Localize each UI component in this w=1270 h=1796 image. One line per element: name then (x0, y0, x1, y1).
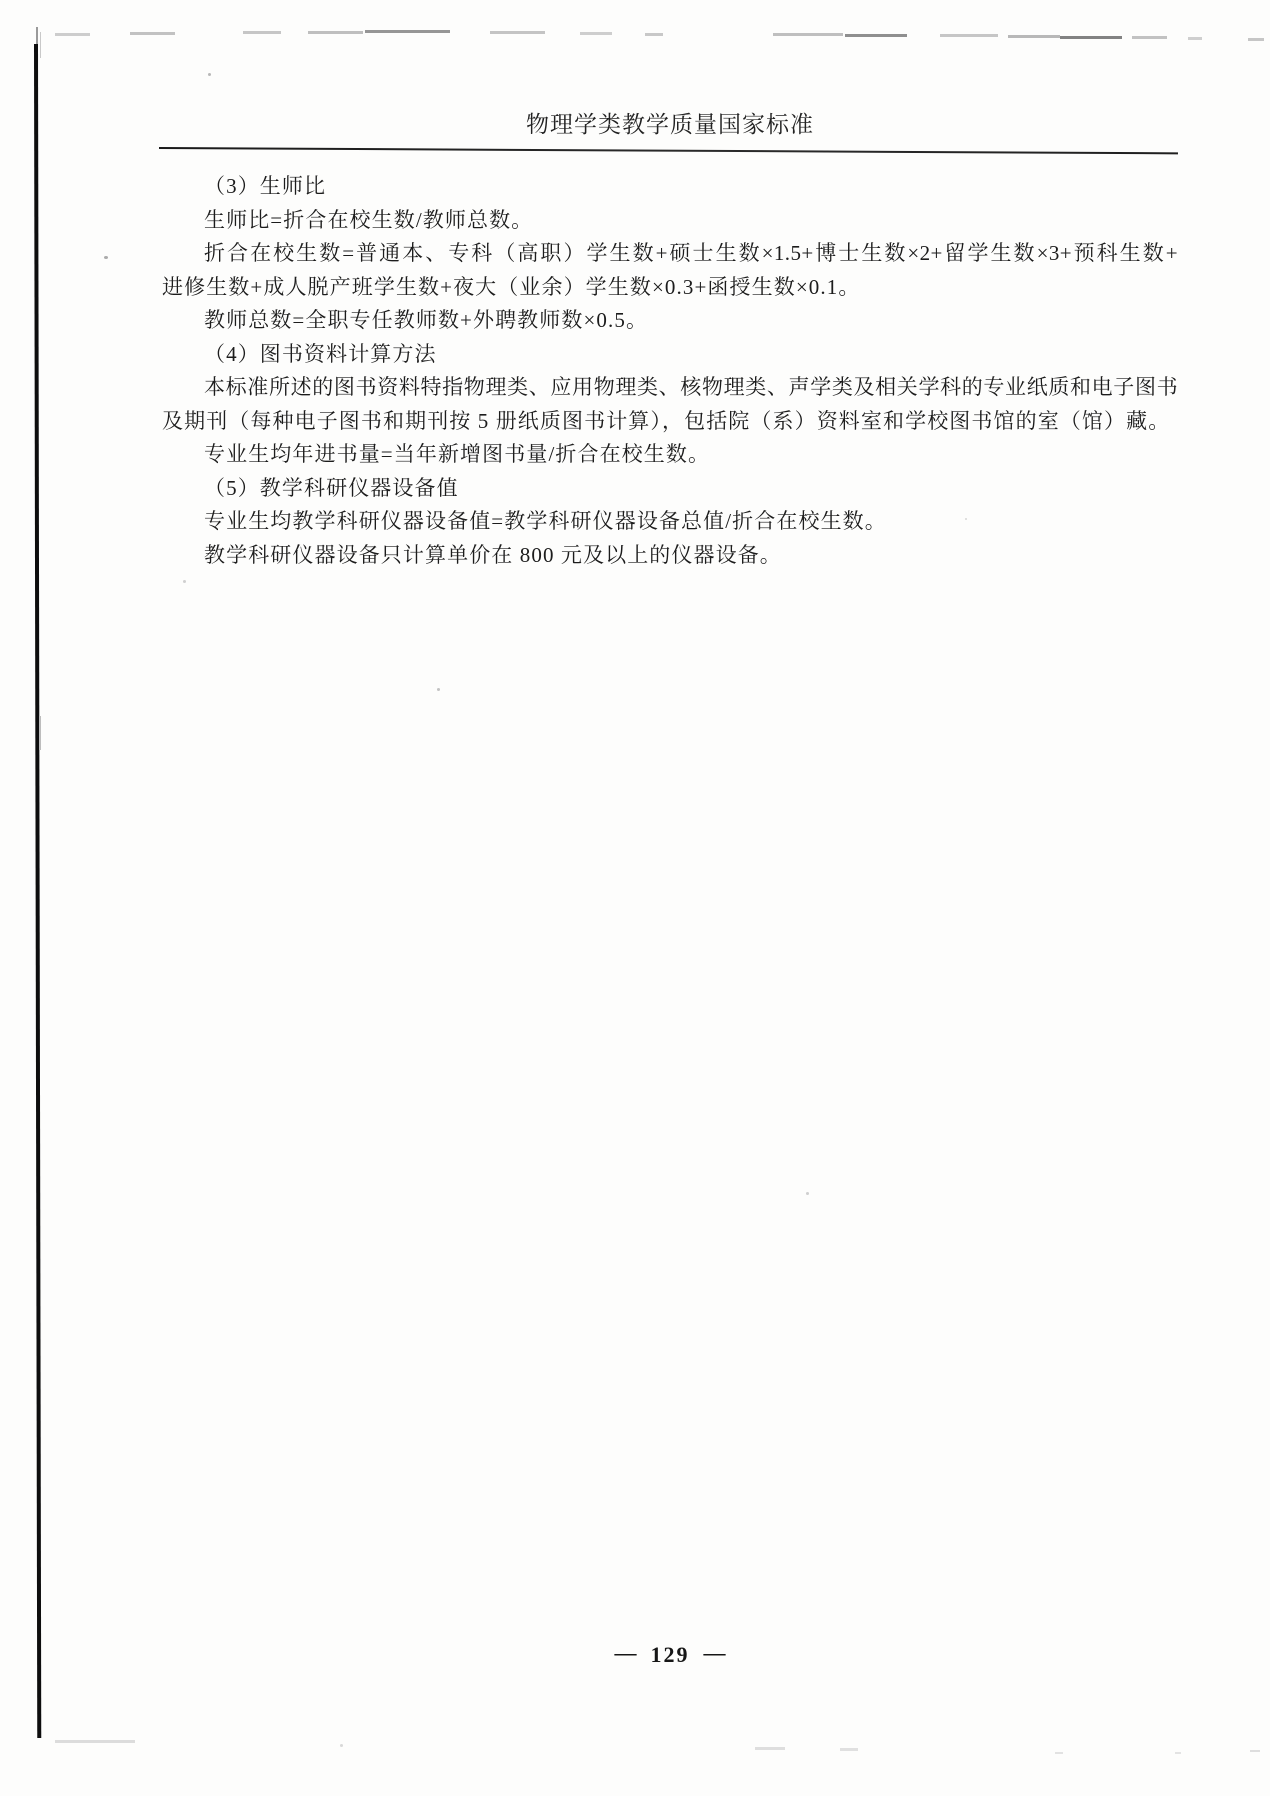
scan-dash (1248, 38, 1264, 41)
formula-converted-students-line1: 折合在校生数=普通本、专科（高职）学生数+硕士生数×1.5+博士生数×2+留学生数×3+预科生数+ (204, 241, 1178, 265)
running-head-title: 物理学类教学质量国家标准 (526, 111, 814, 137)
scan-speck (104, 256, 108, 259)
scan-dash (580, 32, 612, 35)
scan-speck (965, 518, 967, 520)
scan-smudge (1250, 1750, 1260, 1752)
library-materials-line1: 本标准所述的图书资料特指物理类、应用物理类、核物理类、声学类及相关学科的专业纸质和电子图书 (204, 375, 1178, 399)
scan-dash (308, 31, 363, 34)
scan-dash (1132, 36, 1167, 39)
scan-edge-ghost (40, 32, 41, 58)
scan-dash (365, 30, 450, 33)
section-heading-3: （3）生师比 (204, 174, 327, 198)
section-heading-5: （5）教学科研仪器设备值 (204, 475, 459, 500)
page-number-dash-left: — (614, 1640, 637, 1665)
page-number-area (162, 1642, 1178, 1668)
scan-speck (183, 580, 186, 583)
formula-equipment-value: 专业生均教学科研仪器设备值=教学科研仪器设备总值/折合在校生数。 (204, 509, 887, 533)
page-number: 129 (650, 1642, 690, 1667)
scan-smudge (55, 1740, 135, 1743)
scan-speck (340, 1744, 343, 1747)
section-heading-4: （4）图书资料计算方法 (204, 341, 437, 366)
scan-edge-ghost (39, 716, 41, 750)
formula-total-teachers: 教师总数=全职专任教师数+外聘教师数×0.5。 (204, 308, 649, 332)
scan-edge-line (34, 44, 41, 1738)
scan-smudge (1055, 1752, 1063, 1754)
scan-dash (490, 31, 545, 34)
scan-dash (645, 33, 663, 36)
library-materials-line2: 及期刊（每种电子图书和期刊按 5 册纸质图书计算），包括院（系）资料室和学校图书馆的室（馆）藏。 (162, 408, 1171, 433)
scan-dash (1008, 35, 1060, 38)
page-number-dash-right: — (703, 1640, 726, 1665)
formula-books-per-student: 专业生均年进书量=当年新增图书量/折合在校生数。 (204, 442, 711, 466)
scan-dash (845, 34, 907, 37)
equipment-threshold-note: 教学科研仪器设备只计算单价在 800 元及以上的仪器设备。 (204, 542, 782, 567)
scan-smudge (1175, 1752, 1181, 1754)
scan-dash (1060, 36, 1122, 39)
document-body (162, 170, 1178, 572)
scan-dash (773, 33, 843, 36)
scan-smudge (840, 1748, 858, 1751)
formula-student-teacher-ratio: 生师比=折合在校生数/教师总数。 (204, 207, 534, 232)
scan-smudge (755, 1747, 785, 1750)
scan-dash (940, 34, 998, 37)
formula-converted-students-line2: 进修生数+成人脱产班学生数+夜大（业余）学生数×0.3+函授生数×0.1。 (162, 274, 861, 299)
scan-dash (243, 31, 281, 34)
header-rule (159, 147, 1178, 154)
scan-dash (130, 32, 175, 35)
scan-dash (55, 33, 90, 36)
scan-speck (806, 1192, 809, 1195)
scan-speck (437, 688, 440, 691)
scan-dash (1188, 37, 1202, 40)
scan-speck (208, 73, 211, 76)
